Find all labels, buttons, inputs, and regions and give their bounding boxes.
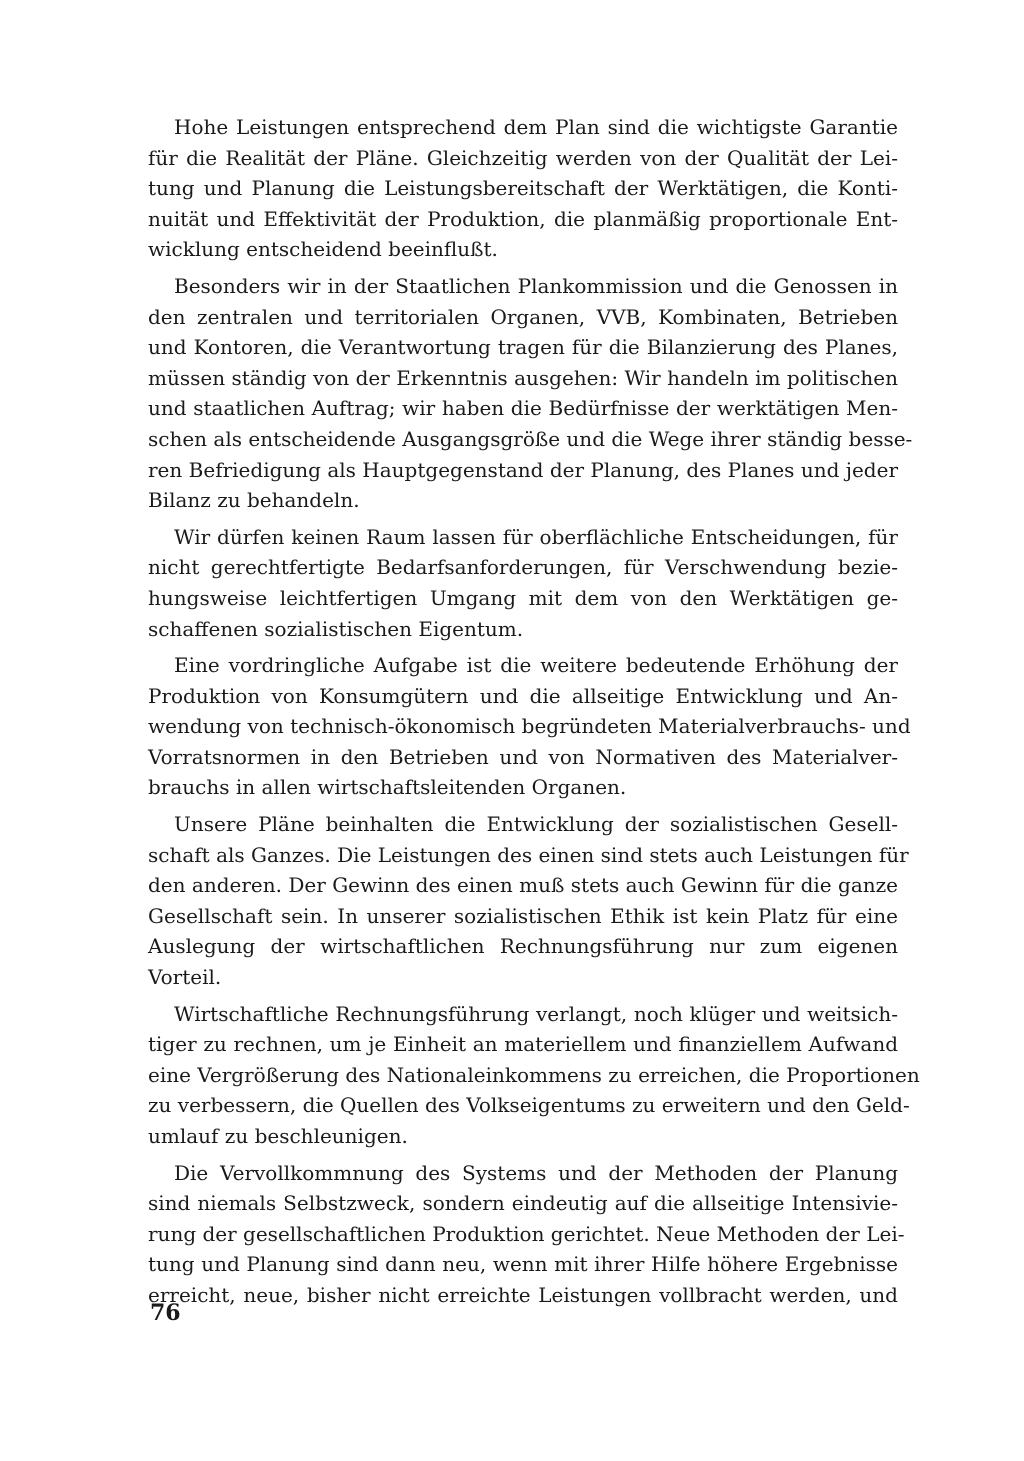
text-line: erreicht, neue, bisher nicht erreichte Leistungen vollbracht werden, und [148,1282,898,1307]
paragraph [148,112,898,265]
text-line: Die Vervollkommnung des Systems und der Methoden der Planung [174,1160,898,1185]
text-line: schaft als Ganzes. Die Leistungen des einen sind stets auch Leistungen für [148,842,909,867]
text-line: Wirtschaftliche Rechnungsführung verlangt, noch klüger und weitsich- [174,1001,898,1026]
text-line: nuität und Effektivität der Produktion, die planmäßig proportionale Ent- [148,206,898,231]
text-line: und staatlichen Auftrag; wir haben die Bedürfnisse der werktätigen Men- [148,396,898,421]
text-line: umlauf zu beschleunigen. [148,1124,408,1148]
text-line: Auslegung der wirtschaftlichen Rechnungsführung nur zum eigenen [148,934,898,959]
body-text [148,112,920,1311]
text-line: eine Vergrößerung des Nationaleinkommens zu erreichen, die Proportionen [148,1062,920,1087]
text-line: tung und Planung die Leistungsbereitschaft der Werktätigen, die Konti- [148,176,898,201]
text-line: Wir dürfen keinen Raum lassen für oberflächliche Entscheidungen, für [174,524,898,549]
text-line: Eine vordringliche Aufgabe ist die weitere bedeutende Erhöhung der [174,653,898,678]
text-line: Vorratsnormen in den Betrieben und von Normativen des Materialver- [148,744,898,769]
text-line: tung und Planung sind dann neu, wenn mit ihrer Hilfe höhere Ergebnisse [148,1252,898,1277]
text-line: sind niemals Selbstzweck, sondern eindeutig auf die allseitige Intensivie- [148,1191,898,1216]
text-line: tiger zu rechnen, um je Einheit an materiellem und finanziellem Aufwand [148,1032,898,1057]
paragraph [148,1158,905,1311]
text-line: Vorteil. [148,965,222,990]
text-line: Hohe Leistungen entsprechend dem Plan sind die wichtigste Garantie [174,115,898,139]
text-line: Produktion von Konsumgütern und die allseitige Entwicklung und An- [148,683,898,708]
text-line: und Kontoren, die Verantwortung tragen für die Bilanzierung des Planes, [148,335,898,360]
paragraph [148,271,913,516]
text-line: wendung von technisch-ökonomisch begründeten Materialverbrauchs- und [148,714,911,739]
text-line: schaffenen sozialistischen Eigentum. [148,616,524,641]
page-number: 76 [150,1300,181,1326]
text-line: hungsweise leichtfertigen Umgang mit dem von den Werktätigen ge- [148,585,898,610]
paragraph [148,522,898,644]
text-line: den zentralen und territorialen Organen, VVB, Kombinaten, Betrieben [148,304,898,329]
text-line: schen als entscheidende Ausgangsgröße und die Wege ihrer ständig besse- [148,426,913,451]
text-line: Unsere Pläne beinhalten die Entwicklung der sozialistischen Gesell- [174,812,898,837]
text-line: wicklung entscheidend beeinflußt. [148,237,498,262]
text-line: brauchs in allen wirtschaftsleitenden Organen. [148,775,627,800]
text-line: Gesellschaft sein. In unserer sozialistischen Ethik ist kein Platz für eine [148,903,898,928]
paragraph [148,809,909,993]
text-line: rung der gesellschaftlichen Produktion gerichtet. Neue Methoden der Lei- [148,1221,905,1246]
text-line: müssen ständig von der Erkenntnis ausgehen: Wir handeln im politischen [148,365,898,390]
text-line: für die Realität der Pläne. Gleichzeitig werden von der Qualität der Lei- [148,145,898,170]
text-line: den anderen. Der Gewinn des einen muß stets auch Gewinn für die ganze [148,873,898,898]
text-line: zu verbessern, die Quellen des Volkseigentums zu erweitern und den Geld- [148,1093,910,1118]
paragraph [148,999,920,1152]
text-line: ren Befriedigung als Hauptgegenstand der Planung, des Planes und jeder [148,457,898,482]
text-line: nicht gerechtfertigte Bedarfsanforderungen, für Verschwendung bezie- [148,555,898,580]
paragraph [148,650,911,803]
text-line: Bilanz zu behandeln. [148,488,360,513]
text-line: Besonders wir in der Staatlichen Plankommission und die Genossen in [174,273,898,298]
